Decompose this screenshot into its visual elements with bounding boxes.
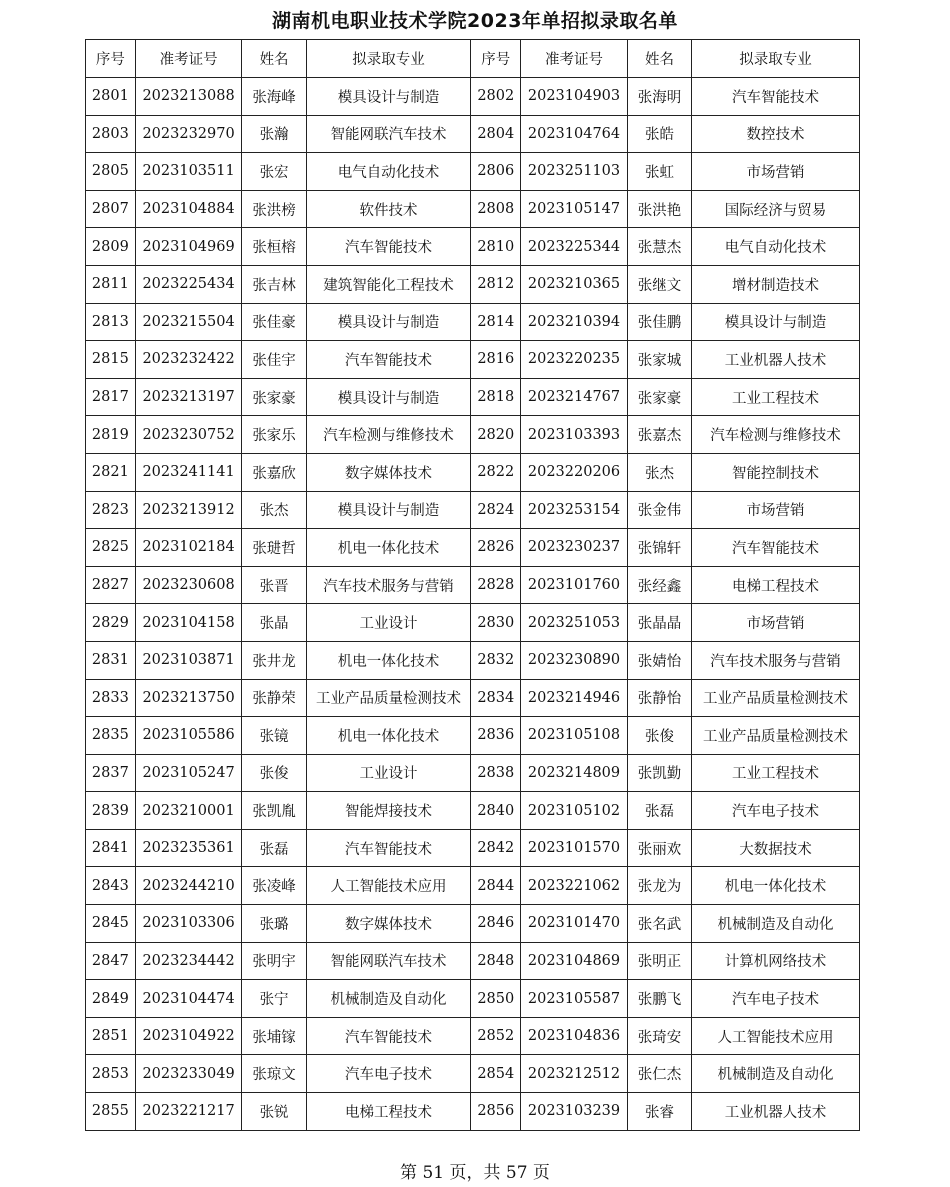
table-row — [86, 303, 860, 341]
major-cell: 工业设计 — [306, 604, 471, 642]
exam-id-cell: 2023104903 — [521, 78, 628, 116]
major-cell: 智能焊接技术 — [306, 792, 471, 830]
name-cell: 张经鑫 — [627, 566, 691, 604]
major-cell: 模具设计与制造 — [306, 491, 471, 529]
seq-cell: 2833 — [86, 679, 136, 717]
table-row — [86, 115, 860, 153]
exam-id-cell: 2023210365 — [521, 265, 628, 303]
table-row — [86, 717, 860, 755]
exam-id-cell: 2023103306 — [135, 905, 242, 943]
name-cell: 张俊 — [242, 754, 306, 792]
seq-cell: 2840 — [471, 792, 521, 830]
table-row — [86, 190, 860, 228]
major-cell: 工业产品质量检测技术 — [692, 679, 860, 717]
seq-cell: 2824 — [471, 491, 521, 529]
page-footer: 第 51 页，共 57 页 — [400, 1163, 550, 1183]
major-cell: 智能网联汽车技术 — [306, 942, 471, 980]
major-cell: 工业工程技术 — [692, 378, 860, 416]
major-cell: 工业产品质量检测技术 — [306, 679, 471, 717]
exam-id-cell: 2023232422 — [135, 341, 242, 379]
name-cell: 张静荣 — [242, 679, 306, 717]
exam-id-cell: 2023102184 — [135, 529, 242, 567]
name-cell: 张锐 — [242, 1093, 306, 1131]
major-cell: 智能控制技术 — [692, 453, 860, 491]
exam-id-cell: 2023230237 — [521, 529, 628, 567]
exam-id-cell: 2023225344 — [521, 228, 628, 266]
seq-cell: 2813 — [86, 303, 136, 341]
exam-id-cell: 2023214809 — [521, 754, 628, 792]
major-cell: 建筑智能化工程技术 — [306, 265, 471, 303]
seq-cell: 2817 — [86, 378, 136, 416]
exam-id-cell: 2023103871 — [135, 641, 242, 679]
table-row — [86, 416, 860, 454]
name-cell: 张镜 — [242, 717, 306, 755]
exam-id-cell: 2023103239 — [521, 1093, 628, 1131]
exam-id-cell: 2023235361 — [135, 829, 242, 867]
seq-cell: 2849 — [86, 980, 136, 1018]
seq-cell: 2827 — [86, 566, 136, 604]
name-cell: 张继文 — [627, 265, 691, 303]
table-row — [86, 679, 860, 717]
table-row — [86, 980, 860, 1018]
header-seq: 序号 — [86, 40, 136, 78]
seq-cell: 2810 — [471, 228, 521, 266]
exam-id-cell: 2023213912 — [135, 491, 242, 529]
name-cell: 张琦安 — [627, 1017, 691, 1055]
exam-id-cell: 2023230890 — [521, 641, 628, 679]
table-row — [86, 491, 860, 529]
name-cell: 张家城 — [627, 341, 691, 379]
major-cell: 数字媒体技术 — [306, 905, 471, 943]
table-row — [86, 829, 860, 867]
exam-id-cell: 2023214946 — [521, 679, 628, 717]
name-cell: 张佳宇 — [242, 341, 306, 379]
seq-cell: 2823 — [86, 491, 136, 529]
major-cell: 市场营销 — [692, 604, 860, 642]
seq-cell: 2825 — [86, 529, 136, 567]
major-cell: 模具设计与制造 — [306, 78, 471, 116]
name-cell: 张桓榕 — [242, 228, 306, 266]
name-cell: 张晶 — [242, 604, 306, 642]
exam-id-cell: 2023220235 — [521, 341, 628, 379]
major-cell: 计算机网络技术 — [692, 942, 860, 980]
major-cell: 模具设计与制造 — [692, 303, 860, 341]
seq-cell: 2841 — [86, 829, 136, 867]
major-cell: 电气自动化技术 — [692, 228, 860, 266]
seq-cell: 2802 — [471, 78, 521, 116]
table-row — [86, 153, 860, 191]
major-cell: 智能网联汽车技术 — [306, 115, 471, 153]
seq-cell: 2847 — [86, 942, 136, 980]
name-cell: 张佳鹏 — [627, 303, 691, 341]
name-cell: 张晋 — [242, 566, 306, 604]
major-cell: 增材制造技术 — [692, 265, 860, 303]
exam-id-cell: 2023244210 — [135, 867, 242, 905]
major-cell: 汽车技术服务与营销 — [306, 566, 471, 604]
major-cell: 汽车电子技术 — [306, 1055, 471, 1093]
seq-cell: 2822 — [471, 453, 521, 491]
name-cell: 张宏 — [242, 153, 306, 191]
exam-id-cell: 2023213088 — [135, 78, 242, 116]
exam-id-cell: 2023101470 — [521, 905, 628, 943]
seq-cell: 2845 — [86, 905, 136, 943]
name-cell: 张婧怡 — [627, 641, 691, 679]
exam-id-cell: 2023251053 — [521, 604, 628, 642]
major-cell: 工业设计 — [306, 754, 471, 792]
name-cell: 张鹏飞 — [627, 980, 691, 1018]
name-cell: 张洪榜 — [242, 190, 306, 228]
exam-id-cell: 2023101570 — [521, 829, 628, 867]
major-cell: 数字媒体技术 — [306, 453, 471, 491]
seq-cell: 2850 — [471, 980, 521, 1018]
major-cell: 汽车检测与维修技术 — [692, 416, 860, 454]
seq-cell: 2837 — [86, 754, 136, 792]
name-cell: 张宁 — [242, 980, 306, 1018]
name-cell: 张杰 — [242, 491, 306, 529]
table-row — [86, 867, 860, 905]
header-exam-id: 准考证号 — [521, 40, 628, 78]
major-cell: 软件技术 — [306, 190, 471, 228]
seq-cell: 2856 — [471, 1093, 521, 1131]
exam-id-cell: 2023105102 — [521, 792, 628, 830]
seq-cell: 2804 — [471, 115, 521, 153]
table-row — [86, 1093, 860, 1131]
exam-id-cell: 2023215504 — [135, 303, 242, 341]
name-cell: 张嘉欣 — [242, 453, 306, 491]
name-cell: 张丽欢 — [627, 829, 691, 867]
name-cell: 张井龙 — [242, 641, 306, 679]
seq-cell: 2806 — [471, 153, 521, 191]
table-row — [86, 1017, 860, 1055]
table-row — [86, 604, 860, 642]
major-cell: 机电一体化技术 — [306, 717, 471, 755]
table-header-row — [86, 40, 860, 78]
exam-id-cell: 2023220206 — [521, 453, 628, 491]
name-cell: 张虹 — [627, 153, 691, 191]
seq-cell: 2848 — [471, 942, 521, 980]
name-cell: 张仁杰 — [627, 1055, 691, 1093]
exam-id-cell: 2023105587 — [521, 980, 628, 1018]
name-cell: 张明宇 — [242, 942, 306, 980]
name-cell: 张锦轩 — [627, 529, 691, 567]
name-cell: 张名武 — [627, 905, 691, 943]
exam-id-cell: 2023213750 — [135, 679, 242, 717]
exam-id-cell: 2023103393 — [521, 416, 628, 454]
exam-id-cell: 2023210394 — [521, 303, 628, 341]
name-cell: 张杰 — [627, 453, 691, 491]
seq-cell: 2844 — [471, 867, 521, 905]
exam-id-cell: 2023103511 — [135, 153, 242, 191]
header-major: 拟录取专业 — [306, 40, 471, 78]
name-cell: 张埔镓 — [242, 1017, 306, 1055]
exam-id-cell: 2023105586 — [135, 717, 242, 755]
name-cell: 张家豪 — [627, 378, 691, 416]
exam-id-cell: 2023101760 — [521, 566, 628, 604]
major-cell: 汽车智能技术 — [306, 1017, 471, 1055]
exam-id-cell: 2023232970 — [135, 115, 242, 153]
major-cell: 机电一体化技术 — [306, 529, 471, 567]
table-body — [86, 78, 860, 1131]
seq-cell: 2828 — [471, 566, 521, 604]
seq-cell: 2836 — [471, 717, 521, 755]
table-row — [86, 566, 860, 604]
major-cell: 汽车智能技术 — [692, 529, 860, 567]
header-name: 姓名 — [242, 40, 306, 78]
exam-id-cell: 2023212512 — [521, 1055, 628, 1093]
seq-cell: 2835 — [86, 717, 136, 755]
exam-id-cell: 2023105247 — [135, 754, 242, 792]
seq-cell: 2853 — [86, 1055, 136, 1093]
name-cell: 张慧杰 — [627, 228, 691, 266]
major-cell: 工业工程技术 — [692, 754, 860, 792]
exam-id-cell: 2023104922 — [135, 1017, 242, 1055]
major-cell: 工业产品质量检测技术 — [692, 717, 860, 755]
name-cell: 张吉林 — [242, 265, 306, 303]
seq-cell: 2855 — [86, 1093, 136, 1131]
exam-id-cell: 2023233049 — [135, 1055, 242, 1093]
name-cell: 张磊 — [627, 792, 691, 830]
header-major: 拟录取专业 — [692, 40, 860, 78]
table-row — [86, 641, 860, 679]
seq-cell: 2829 — [86, 604, 136, 642]
major-cell: 国际经济与贸易 — [692, 190, 860, 228]
exam-id-cell: 2023253154 — [521, 491, 628, 529]
seq-cell: 2809 — [86, 228, 136, 266]
major-cell: 大数据技术 — [692, 829, 860, 867]
name-cell: 张璐 — [242, 905, 306, 943]
seq-cell: 2821 — [86, 453, 136, 491]
seq-cell: 2820 — [471, 416, 521, 454]
name-cell: 张皓 — [627, 115, 691, 153]
exam-id-cell: 2023251103 — [521, 153, 628, 191]
admission-table — [85, 39, 860, 1131]
table-row — [86, 453, 860, 491]
exam-id-cell: 2023234442 — [135, 942, 242, 980]
exam-id-cell: 2023104884 — [135, 190, 242, 228]
name-cell: 张凯勤 — [627, 754, 691, 792]
header-exam-id: 准考证号 — [135, 40, 242, 78]
seq-cell: 2851 — [86, 1017, 136, 1055]
seq-cell: 2831 — [86, 641, 136, 679]
major-cell: 机电一体化技术 — [692, 867, 860, 905]
name-cell: 张佳豪 — [242, 303, 306, 341]
major-cell: 电气自动化技术 — [306, 153, 471, 191]
table-row — [86, 378, 860, 416]
name-cell: 张凌峰 — [242, 867, 306, 905]
table-row — [86, 942, 860, 980]
seq-cell: 2811 — [86, 265, 136, 303]
seq-cell: 2834 — [471, 679, 521, 717]
name-cell: 张嘉杰 — [627, 416, 691, 454]
seq-cell: 2842 — [471, 829, 521, 867]
name-cell: 张俊 — [627, 717, 691, 755]
seq-cell: 2846 — [471, 905, 521, 943]
major-cell: 汽车智能技术 — [306, 829, 471, 867]
exam-id-cell: 2023105108 — [521, 717, 628, 755]
seq-cell: 2826 — [471, 529, 521, 567]
seq-cell: 2838 — [471, 754, 521, 792]
seq-cell: 2832 — [471, 641, 521, 679]
header-seq: 序号 — [471, 40, 521, 78]
major-cell: 市场营销 — [692, 491, 860, 529]
major-cell: 模具设计与制造 — [306, 378, 471, 416]
major-cell: 汽车智能技术 — [306, 341, 471, 379]
seq-cell: 2812 — [471, 265, 521, 303]
exam-id-cell: 2023104158 — [135, 604, 242, 642]
name-cell: 张晶晶 — [627, 604, 691, 642]
name-cell: 张洪艳 — [627, 190, 691, 228]
major-cell: 机电一体化技术 — [306, 641, 471, 679]
name-cell: 张金伟 — [627, 491, 691, 529]
exam-id-cell: 2023213197 — [135, 378, 242, 416]
name-cell: 张睿 — [627, 1093, 691, 1131]
seq-cell: 2843 — [86, 867, 136, 905]
exam-id-cell: 2023230752 — [135, 416, 242, 454]
exam-id-cell: 2023210001 — [135, 792, 242, 830]
seq-cell: 2807 — [86, 190, 136, 228]
name-cell: 张琼文 — [242, 1055, 306, 1093]
table-row — [86, 1055, 860, 1093]
exam-id-cell: 2023241141 — [135, 453, 242, 491]
seq-cell: 2814 — [471, 303, 521, 341]
exam-id-cell: 2023104764 — [521, 115, 628, 153]
major-cell: 汽车智能技术 — [306, 228, 471, 266]
exam-id-cell: 2023225434 — [135, 265, 242, 303]
major-cell: 模具设计与制造 — [306, 303, 471, 341]
seq-cell: 2815 — [86, 341, 136, 379]
exam-id-cell: 2023221062 — [521, 867, 628, 905]
table-row — [86, 529, 860, 567]
major-cell: 市场营销 — [692, 153, 860, 191]
name-cell: 张静怡 — [627, 679, 691, 717]
major-cell: 汽车技术服务与营销 — [692, 641, 860, 679]
exam-id-cell: 2023104836 — [521, 1017, 628, 1055]
seq-cell: 2818 — [471, 378, 521, 416]
major-cell: 机械制造及自动化 — [692, 905, 860, 943]
name-cell: 张凯胤 — [242, 792, 306, 830]
major-cell: 人工智能技术应用 — [306, 867, 471, 905]
exam-id-cell: 2023230608 — [135, 566, 242, 604]
name-cell: 张瀚 — [242, 115, 306, 153]
name-cell: 张明正 — [627, 942, 691, 980]
exam-id-cell: 2023104869 — [521, 942, 628, 980]
major-cell: 人工智能技术应用 — [692, 1017, 860, 1055]
name-cell: 张磊 — [242, 829, 306, 867]
seq-cell: 2808 — [471, 190, 521, 228]
seq-cell: 2805 — [86, 153, 136, 191]
seq-cell: 2819 — [86, 416, 136, 454]
seq-cell: 2801 — [86, 78, 136, 116]
exam-id-cell: 2023214767 — [521, 378, 628, 416]
exam-id-cell: 2023104474 — [135, 980, 242, 1018]
seq-cell: 2852 — [471, 1017, 521, 1055]
name-cell: 张家豪 — [242, 378, 306, 416]
document-title: 湖南机电职业技术学院2023年单招拟录取名单 — [272, 10, 678, 32]
name-cell: 张家乐 — [242, 416, 306, 454]
seq-cell: 2830 — [471, 604, 521, 642]
name-cell: 张琎哲 — [242, 529, 306, 567]
major-cell: 工业机器人技术 — [692, 1093, 860, 1131]
major-cell: 电梯工程技术 — [692, 566, 860, 604]
table-row — [86, 78, 860, 116]
exam-id-cell: 2023104969 — [135, 228, 242, 266]
major-cell: 机械制造及自动化 — [306, 980, 471, 1018]
major-cell: 机械制造及自动化 — [692, 1055, 860, 1093]
name-cell: 张龙为 — [627, 867, 691, 905]
table-row — [86, 754, 860, 792]
major-cell: 数控技术 — [692, 115, 860, 153]
table-row — [86, 792, 860, 830]
header-name: 姓名 — [627, 40, 691, 78]
seq-cell: 2816 — [471, 341, 521, 379]
major-cell: 工业机器人技术 — [692, 341, 860, 379]
seq-cell: 2854 — [471, 1055, 521, 1093]
name-cell: 张海明 — [627, 78, 691, 116]
table-row — [86, 341, 860, 379]
exam-id-cell: 2023221217 — [135, 1093, 242, 1131]
seq-cell: 2839 — [86, 792, 136, 830]
table-row — [86, 905, 860, 943]
major-cell: 电梯工程技术 — [306, 1093, 471, 1131]
seq-cell: 2803 — [86, 115, 136, 153]
exam-id-cell: 2023105147 — [521, 190, 628, 228]
major-cell: 汽车电子技术 — [692, 792, 860, 830]
major-cell: 汽车电子技术 — [692, 980, 860, 1018]
table-row — [86, 265, 860, 303]
name-cell: 张海峰 — [242, 78, 306, 116]
table-row — [86, 228, 860, 266]
major-cell: 汽车检测与维修技术 — [306, 416, 471, 454]
major-cell: 汽车智能技术 — [692, 78, 860, 116]
